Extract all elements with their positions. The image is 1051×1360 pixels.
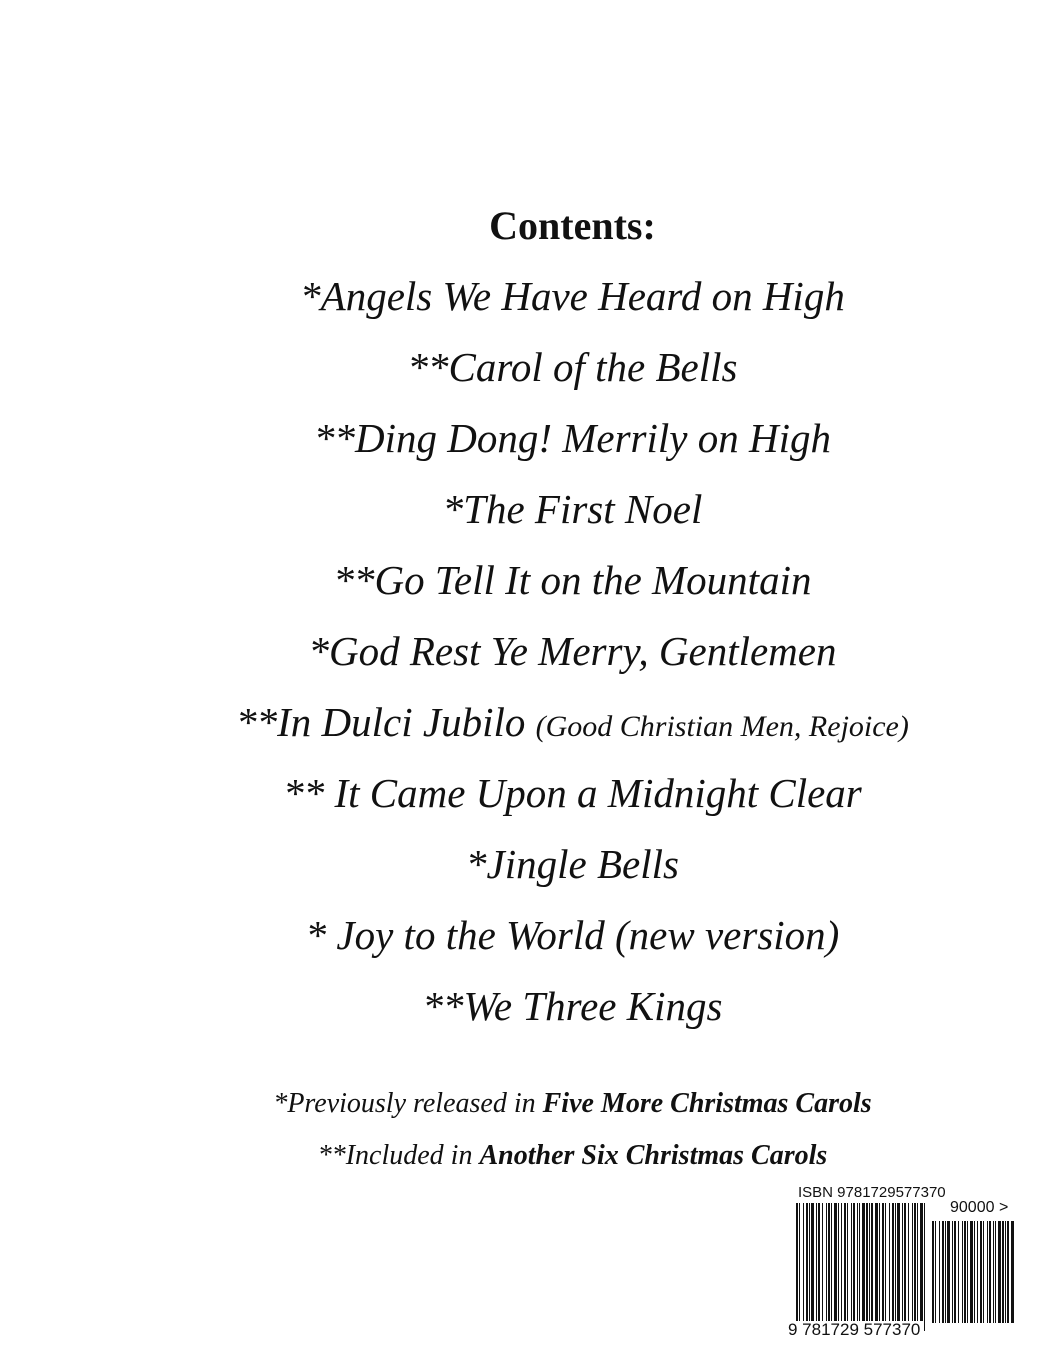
barcode-bar — [818, 1203, 820, 1321]
barcode-bar — [998, 1221, 1001, 1323]
barcode-bar — [862, 1203, 865, 1331]
barcode-bar — [1005, 1221, 1006, 1323]
barcode-bar — [834, 1203, 837, 1321]
barcode-bar — [962, 1221, 963, 1323]
barcode-bar — [889, 1203, 890, 1321]
barcode-bar — [822, 1203, 823, 1321]
barcode-bar — [844, 1203, 846, 1321]
barcode-bar — [995, 1221, 996, 1323]
barcode-bar — [1007, 1221, 1009, 1323]
barcode-bar — [869, 1203, 870, 1321]
barcode-bar — [799, 1203, 800, 1331]
barcode-bar — [954, 1221, 956, 1323]
contents-item-7-title: **In Dulci Jubilo — [236, 699, 526, 745]
barcode-bar — [859, 1203, 860, 1331]
barcode-digits: 9 781729 577370 — [788, 1320, 921, 1339]
barcode-bar — [895, 1203, 896, 1321]
barcode-bar — [939, 1221, 940, 1323]
barcode-bar — [857, 1203, 858, 1321]
barcode-bar — [904, 1203, 906, 1321]
barcode-bar — [987, 1221, 988, 1323]
contents-item-2: **Carol of the Bells — [407, 344, 738, 390]
barcode-bar — [853, 1203, 855, 1321]
barcode-bar — [871, 1203, 873, 1321]
barcode-bar — [816, 1203, 817, 1321]
barcode-bar — [924, 1203, 925, 1331]
contents-item-7 — [0, 697, 1051, 752]
contents-item-1: *Angels We Have Heard on High — [300, 273, 845, 319]
contents-item-5: **Go Tell It on the Mountain — [333, 557, 812, 603]
contents-item-3: **Ding Dong! Merrily on High — [313, 415, 831, 461]
barcode-bar — [847, 1203, 848, 1321]
barcode-bar — [875, 1203, 878, 1321]
barcode-bar — [838, 1203, 839, 1321]
barcode-bar — [989, 1221, 991, 1323]
barcode-bar — [914, 1203, 916, 1321]
footnote-1-prefix: *Previously released in — [273, 1088, 543, 1119]
barcode-bar — [920, 1203, 923, 1321]
barcode-bar — [796, 1203, 798, 1331]
barcode-bar — [826, 1203, 827, 1321]
barcode-bar — [879, 1203, 880, 1321]
footnote-2-title: Another Six Christmas Carols — [479, 1140, 828, 1171]
barcode-bars-addon — [932, 1221, 1016, 1333]
price-code-label: 90000 > — [950, 1199, 1009, 1216]
barcode-bar — [983, 1221, 984, 1323]
contents-item-8: ** It Came Upon a Midnight Clear — [283, 770, 862, 816]
barcode-bar — [809, 1203, 810, 1321]
barcode-bar — [970, 1221, 973, 1323]
barcode-bar — [935, 1221, 936, 1323]
contents-item-6: *God Rest Ye Merry, Gentlemen — [308, 628, 837, 674]
contents-item-10: * Joy to the World (new version) — [305, 912, 840, 958]
barcode-bar — [882, 1203, 884, 1321]
contents-item-7-subtitle: (Good Christian Men, Rejoice) — [535, 710, 909, 743]
barcode-bar — [947, 1221, 950, 1323]
contents-item-9: *Jingle Bells — [466, 841, 679, 887]
contents-item-4: *The First Noel — [442, 486, 703, 532]
barcode-bar — [841, 1203, 842, 1321]
barcode-bar — [942, 1221, 944, 1323]
barcode-bar — [811, 1203, 814, 1321]
barcode-bar — [967, 1221, 968, 1323]
barcode-bar — [932, 1221, 934, 1323]
barcode-bar — [866, 1203, 868, 1321]
barcode-bar — [1011, 1221, 1014, 1323]
contents-item-11: **We Three Kings — [422, 983, 723, 1029]
barcode-bar — [828, 1203, 830, 1321]
barcode-bar — [993, 1221, 994, 1323]
barcode-bar — [885, 1203, 886, 1321]
barcode-bar — [974, 1221, 975, 1323]
barcode-bar — [964, 1221, 966, 1323]
barcode-bar — [803, 1203, 804, 1321]
barcode-bar — [945, 1221, 946, 1323]
footnote-previously-released — [0, 1086, 1051, 1122]
footnote-1-title: Five More Christmas Carols — [542, 1088, 872, 1119]
barcode-bar — [851, 1203, 852, 1321]
barcode-bar — [917, 1203, 918, 1321]
barcode-bar — [908, 1203, 909, 1321]
contents-heading: Contents: — [489, 203, 656, 248]
barcode-bar — [806, 1203, 808, 1321]
barcode-bar — [952, 1221, 953, 1323]
footnote-included-in — [0, 1138, 1051, 1174]
barcode-bar — [958, 1221, 959, 1323]
barcode-bar — [902, 1203, 903, 1321]
barcode-bar — [980, 1221, 982, 1323]
barcode-bar — [912, 1203, 913, 1321]
barcode-bar — [977, 1221, 978, 1323]
barcode-bar — [892, 1203, 894, 1321]
barcode-bar — [897, 1203, 900, 1321]
isbn-barcode — [788, 1181, 1028, 1341]
footnote-2-prefix: **Included in — [317, 1140, 480, 1171]
barcode-bars-main — [796, 1203, 928, 1331]
isbn-label: ISBN 9781729577370 — [798, 1184, 946, 1201]
barcode-bar — [831, 1203, 832, 1321]
barcode-bar — [1002, 1221, 1004, 1323]
